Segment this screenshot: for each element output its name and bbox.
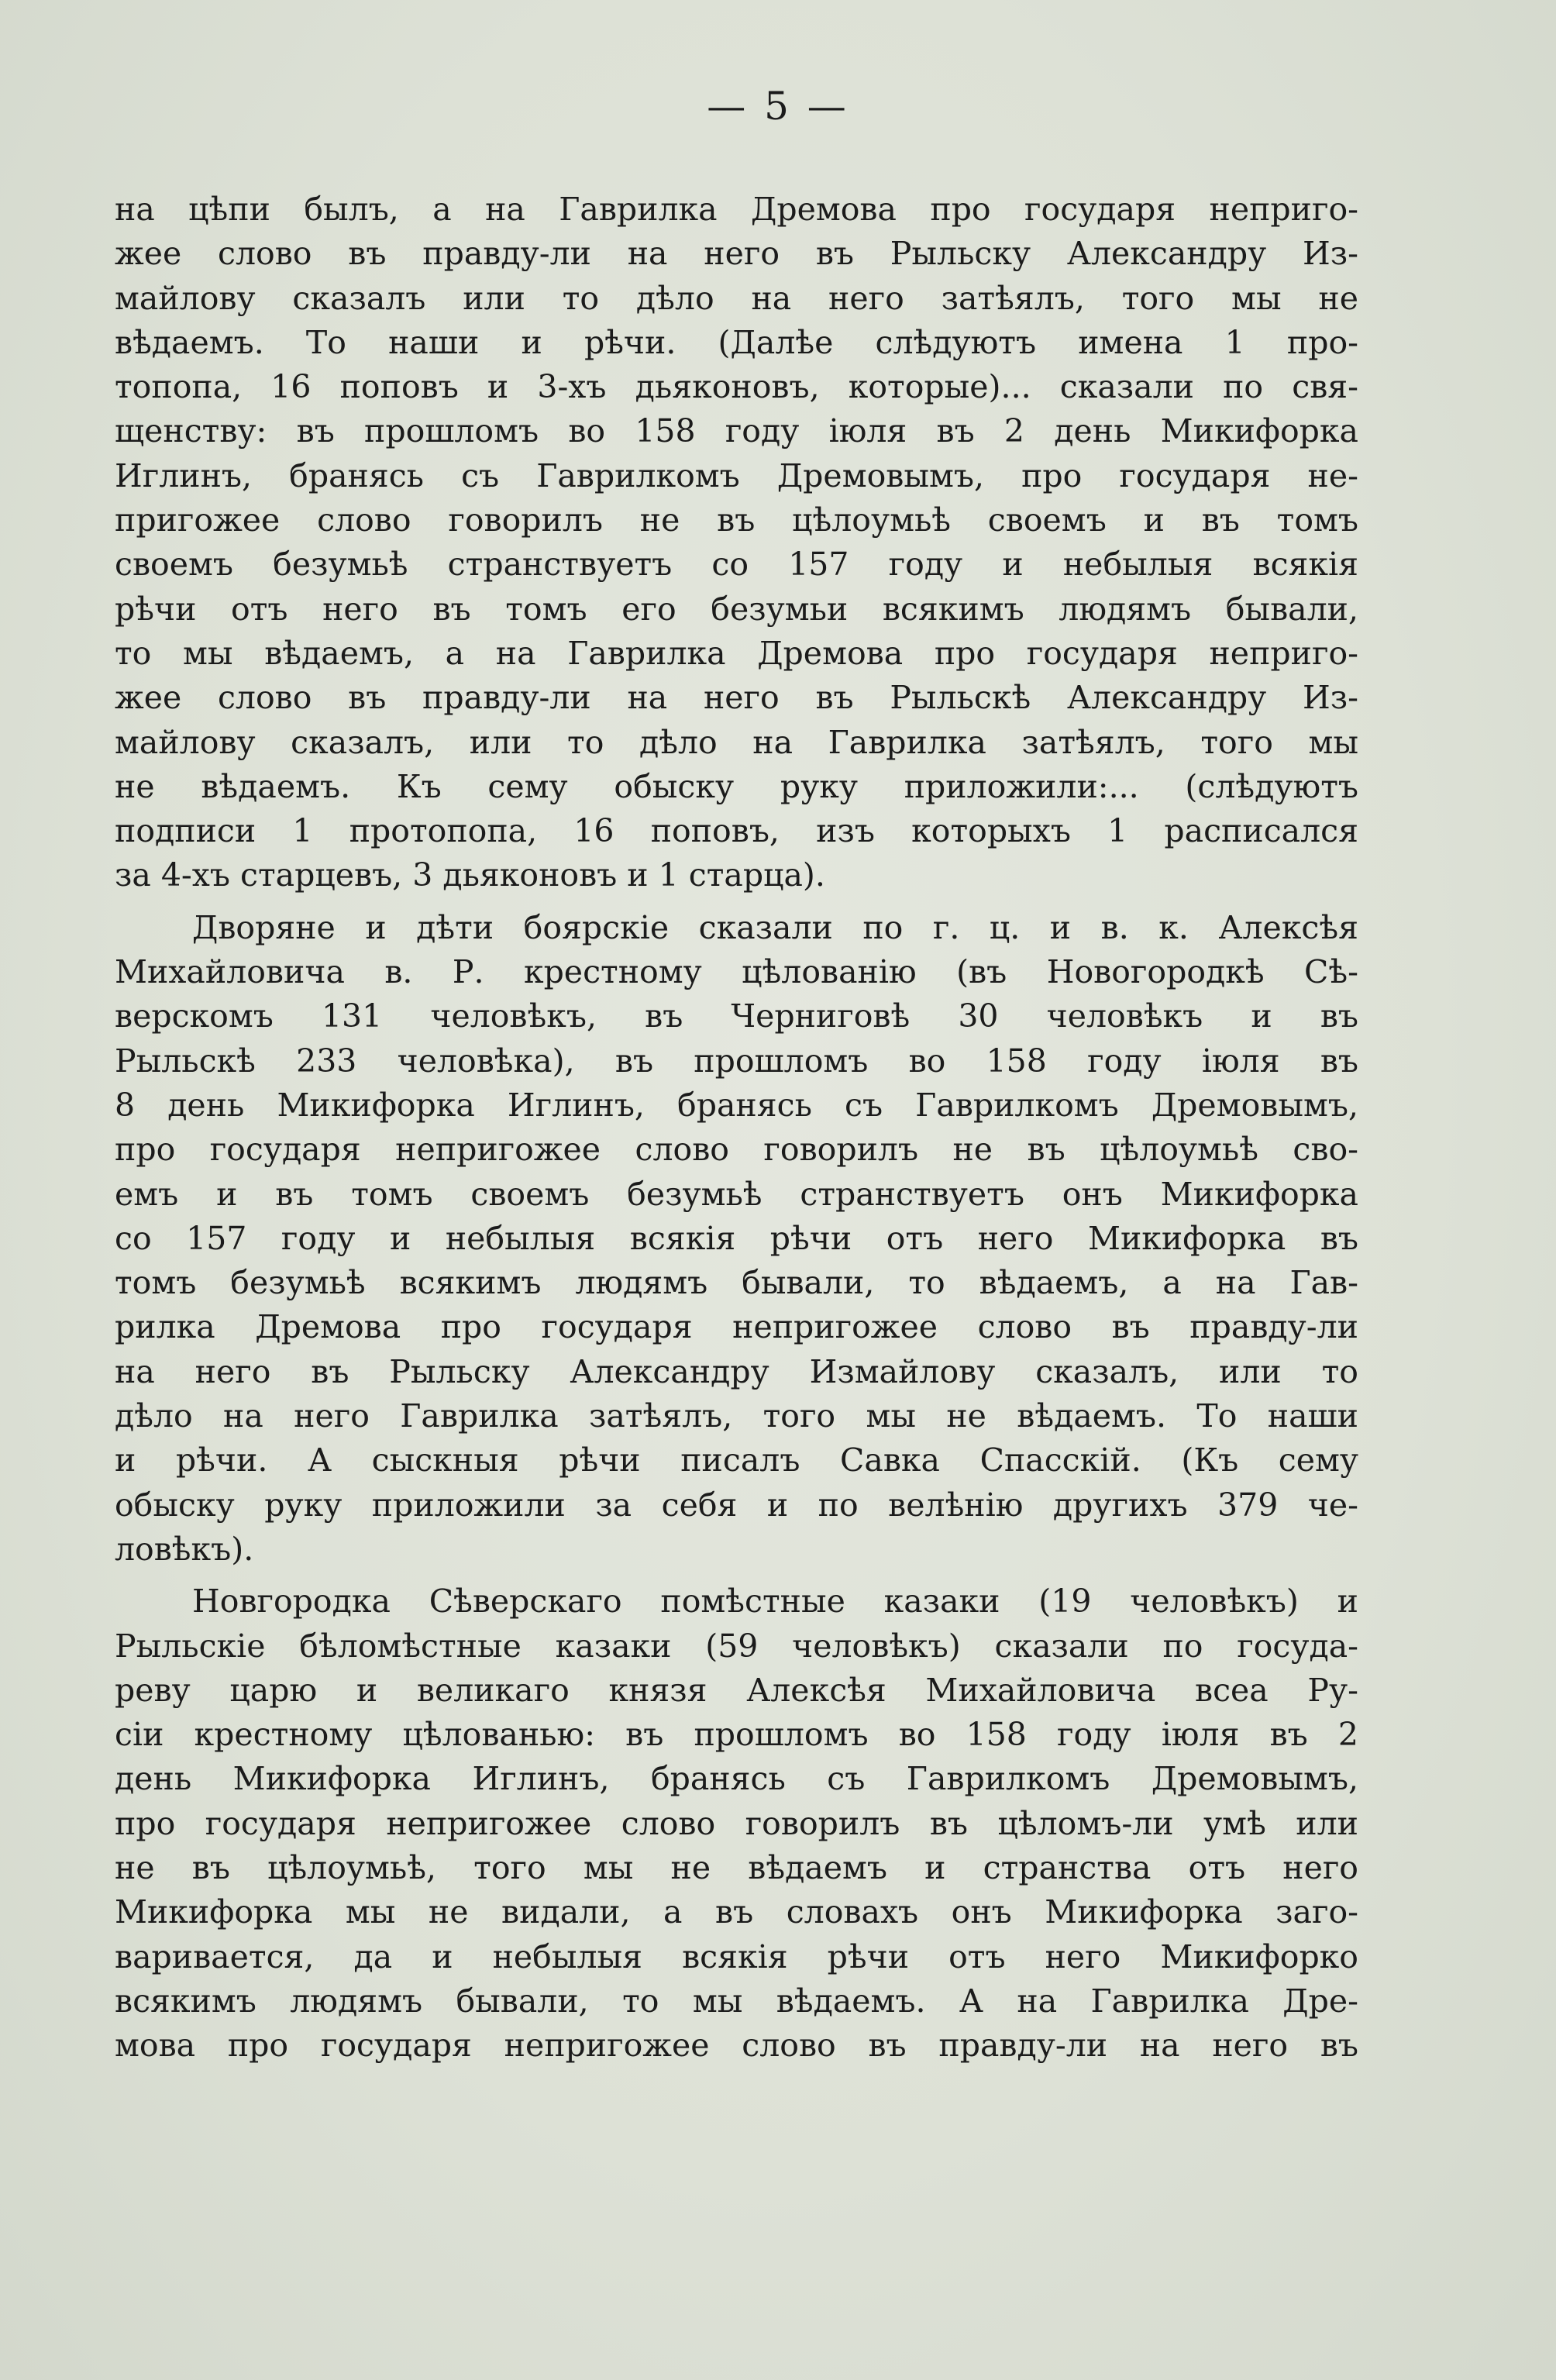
text-line: про государя непригожее слово говорилъ въ цѣломъ-ли умѣ или	[115, 1804, 1358, 1842]
text-line: Микифорка мы не видали, а въ словахъ онъ Микифорка заго-	[115, 1893, 1358, 1931]
text-line: Новгородка Сѣверскаго помѣстные казаки (19 человѣкъ) и	[192, 1583, 1358, 1621]
text-line: жее слово въ правду-ли на него въ Рыльскѣ Александру Из-	[115, 679, 1358, 717]
text-line: майлову сказалъ или то дѣло на него затѣялъ, того мы не	[115, 279, 1358, 317]
text-line: про государя непригожее слово говорилъ не въ цѣлоумьѣ сво-	[115, 1131, 1358, 1169]
text-line: топопа, 16 поповъ и 3-хъ дьяконовъ, которые)... сказали по свя-	[115, 368, 1358, 406]
text-line: Рыльскѣ 233 человѣка), въ прошломъ во 158 году іюля въ	[115, 1042, 1358, 1080]
text-line: подписи 1 протопопа, 16 поповъ, изъ которыхъ 1 расписался	[115, 812, 1358, 850]
paragraph-gap	[115, 1572, 1358, 1579]
text-line: верскомъ 131 человѣкъ, въ Черниговѣ 30 человѣкъ и въ	[115, 997, 1358, 1035]
text-line: пригожее слово говорилъ не въ цѣлоумьѣ своемъ и въ томъ	[115, 501, 1358, 539]
text-line: не вѣдаемъ. Къ сему обыску руку приложили:... (слѣдуютъ	[115, 767, 1358, 805]
text-line: вѣдаемъ. То наши и рѣчи. (Далѣе слѣдуютъ имена 1 про-	[115, 323, 1358, 361]
text-line: Иглинъ, бранясь съ Гаврилкомъ Дремовымъ, про государя не-	[115, 456, 1358, 494]
text-line: на него въ Рыльску Александру Измайлову сказалъ, или то	[115, 1352, 1358, 1390]
text-line: реву царю и великаго князя Алексѣя Михайловича всеа Ру-	[115, 1671, 1358, 1709]
text-line: Рыльскіе бѣломѣстные казаки (59 человѣкъ) сказали по госуда-	[115, 1627, 1358, 1665]
text-line: варивается, да и небылыя всякія рѣчи отъ него Микифорко	[115, 1937, 1358, 1975]
text-line: то мы вѣдаемъ, а на Гаврилка Дремова про государя неприго-	[115, 634, 1358, 672]
text-line: мова про государя непригожее слово въ правду-ли на него въ	[115, 2027, 1358, 2065]
text-line: со 157 году и небылыя всякія рѣчи отъ него Микифорка въ	[115, 1219, 1358, 1257]
text-line: рилка Дремова про государя непригожее слово въ правду-ли	[115, 1308, 1358, 1346]
text-line: дѣло на него Гаврилка затѣялъ, того мы не вѣдаемъ. То наши	[115, 1397, 1358, 1435]
text-line: обыску руку приложили за себя и по велѣнію другихъ 379 че-	[115, 1486, 1358, 1524]
text-line: томъ безумьѣ всякимъ людямъ бывали, то вѣдаемъ, а на Гав-	[115, 1264, 1358, 1302]
text-line: Михайловича в. Р. крестному цѣлованію (въ Новогородкѣ Сѣ-	[115, 953, 1358, 991]
paragraph-gap	[115, 898, 1358, 906]
text-line: не въ цѣлоумьѣ, того мы не вѣдаемъ и странства отъ него	[115, 1848, 1358, 1886]
text-line: всякимъ людямъ бывали, то мы вѣдаемъ. А на Гаврилка Дре-	[115, 1982, 1358, 2020]
text-line: рѣчи отъ него въ томъ его безумьи всякимъ людямъ бывали,	[115, 590, 1358, 628]
text-line: ловѣкъ).	[115, 1530, 254, 1568]
text-line: и рѣчи. А сыскныя рѣчи писалъ Савка Спасскій. (Къ сему	[115, 1441, 1358, 1479]
text-line: Дворяне и дѣти боярскіе сказали по г. ц. и в. к. Алексѣя	[192, 908, 1358, 946]
text-line: емъ и въ томъ своемъ безумьѣ странствуетъ онъ Микифорка	[115, 1175, 1358, 1213]
text-line: за 4-хъ старцевъ, 3 дьяконовъ и 1 старца).	[115, 856, 825, 894]
paragraph-1	[115, 188, 1358, 898]
text-line: своемъ безумьѣ странствуетъ со 157 году и небылыя всякія	[115, 546, 1358, 584]
paragraph-3	[115, 1579, 1358, 2068]
text-line: день Микифорка Иглинъ, бранясь съ Гаврилкомъ Дремовымъ,	[115, 1760, 1358, 1798]
text-line: на цѣпи былъ, а на Гаврилка Дремова про государя неприго-	[115, 191, 1358, 228]
text-line: майлову сказалъ, или то дѣло на Гаврилка затѣялъ, того мы	[115, 723, 1358, 761]
paragraph-2	[115, 906, 1358, 1572]
page-number: — 5 —	[707, 84, 849, 129]
text-line: щенству: въ прошломъ во 158 году іюля въ 2 день Микифорка	[115, 412, 1358, 450]
text-line: 8 день Микифорка Иглинъ, бранясь съ Гаврилкомъ Дремовымъ,	[115, 1086, 1358, 1124]
text-line: жее слово въ правду-ли на него въ Рыльску Александру Из-	[115, 235, 1358, 273]
text-line: сіи крестному цѣлованью: въ прошломъ во 158 году іюля въ 2	[115, 1716, 1358, 1754]
body-text	[115, 188, 1358, 2068]
